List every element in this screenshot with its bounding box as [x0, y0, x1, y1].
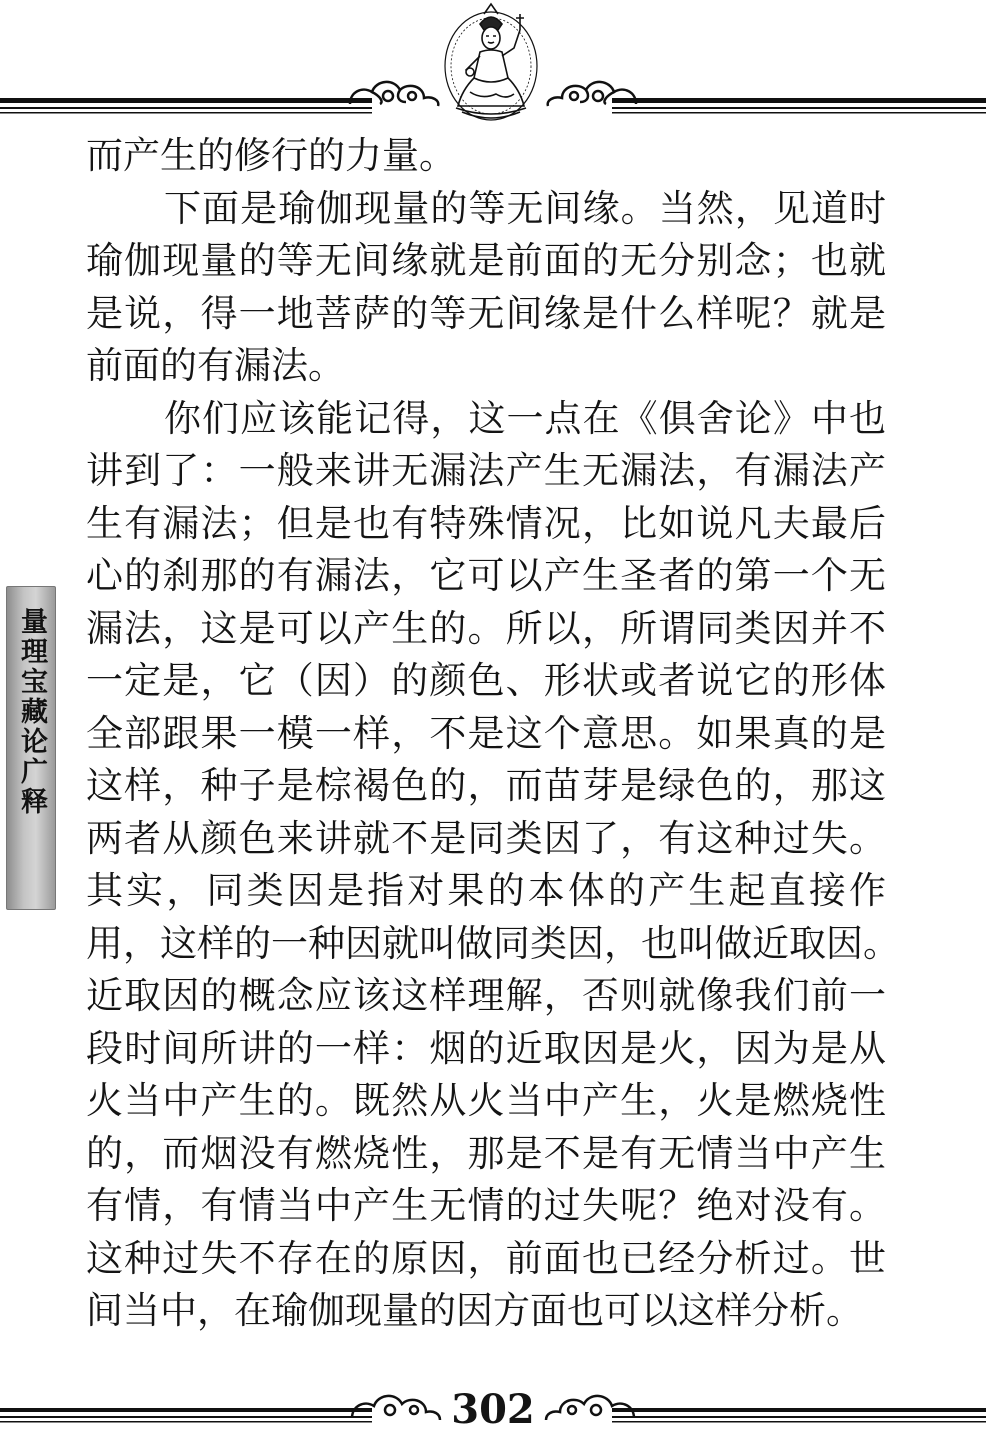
- header-rule-right: [612, 98, 986, 114]
- text-line: 心的刹那的有漏法，它可以产生圣者的第一个无: [86, 554, 886, 597]
- deity-figure-icon: [445, 4, 537, 120]
- text-line: 火当中产生的。既然从火当中产生，火是燃烧性: [86, 1079, 886, 1122]
- text-line: 这种过失不存在的原因，前面也已经分析过。世: [86, 1236, 886, 1280]
- text-line: 这样，种子是棕褐色的，而苗芽是绿色的，那这: [86, 764, 886, 807]
- text-line: 瑜伽现量的等无间缘就是前面的无分别念；也就: [86, 239, 886, 282]
- text-line: 前面的有漏法。: [86, 344, 345, 387]
- text-line: 其实，同类因是指对果的本体的产生起直接作: [86, 869, 886, 912]
- text-line: 讲到了：一般来讲无漏法产生无漏法，有漏法产: [86, 449, 886, 492]
- header-ornament: [0, 0, 986, 130]
- text-line: 用，这样的一种因就叫做同类因，也叫做近取因。: [86, 921, 900, 965]
- footer-rule-left: [0, 1408, 372, 1423]
- text-line: 下面是瑜伽现量的等无间缘。当然，见道时: [164, 186, 886, 230]
- text-line: 的，而烟没有燃烧性，那是不是有无情当中产生: [86, 1131, 886, 1175]
- text-line: 一定是，它（因）的颜色、形状或者说它的形体: [86, 659, 886, 702]
- text-line: 两者从颜色来讲就不是同类因了，有这种过失。: [86, 816, 886, 860]
- book-title-vertical: 量理宝藏论广释: [16, 607, 47, 817]
- text-line: 而产生的修行的力量。: [86, 134, 456, 177]
- header-rule-left: [0, 98, 372, 114]
- body-text: [86, 130, 900, 1338]
- page-number: 302: [443, 1384, 543, 1436]
- text-line: 生有漏法；但是也有特殊情况，比如说凡夫最后: [86, 501, 886, 545]
- text-line: 有情，有情当中产生无情的过失呢？绝对没有。: [86, 1184, 886, 1227]
- text-line: 是说，得一地菩萨的等无间缘是什么样呢？就是: [86, 291, 886, 335]
- text-line: 近取因的概念应该这样理解，否则就像我们前一: [86, 974, 886, 1017]
- text-line: 段时间所讲的一样：烟的近取因是火，因为是从: [86, 1026, 886, 1070]
- footer-rule-right: [612, 1408, 986, 1423]
- text-line: 全部跟果一模一样，不是这个意思。如果真的是: [86, 711, 886, 755]
- side-tab: [6, 586, 56, 910]
- text-line: 你们应该能记得，这一点在《俱舍论》中也: [164, 396, 886, 440]
- text-line: 漏法，这是可以产生的。所以，所谓同类因并不: [86, 606, 886, 650]
- text-line: 间当中，在瑜伽现量的因方面也可以这样分析。: [86, 1289, 863, 1332]
